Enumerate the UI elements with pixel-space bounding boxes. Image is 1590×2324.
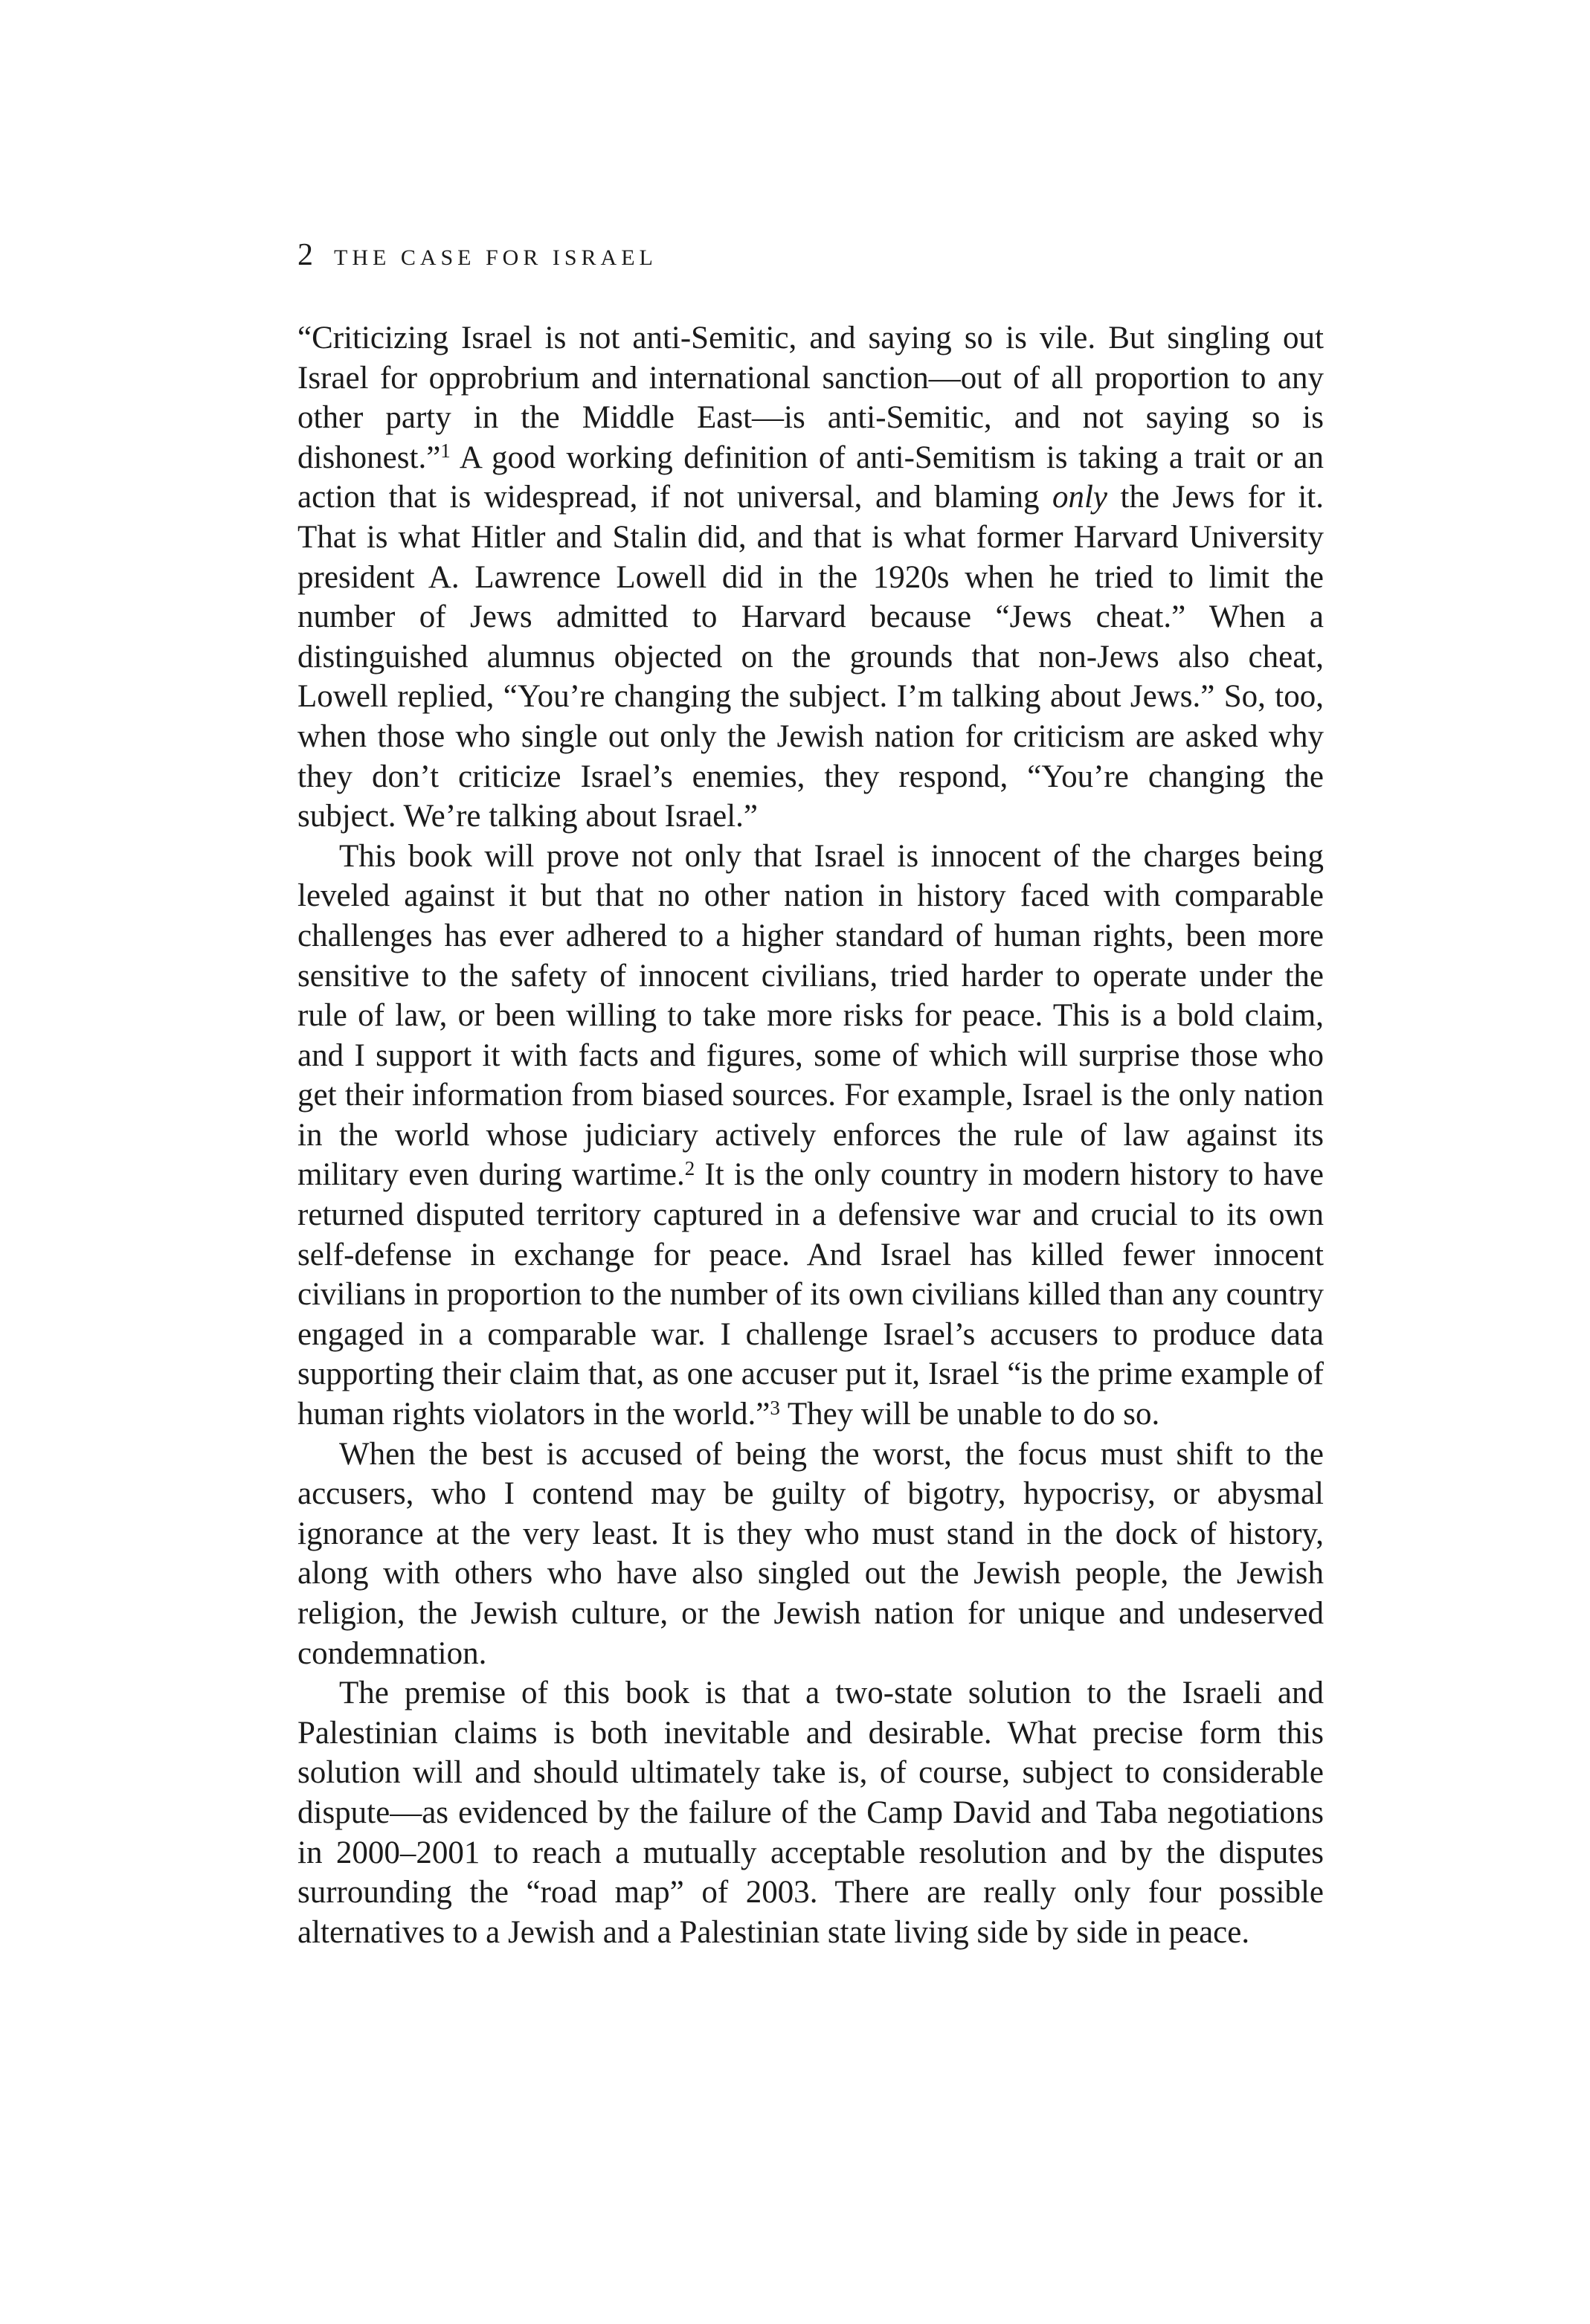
footnote-marker: 2 [684,1157,695,1180]
text-segment: It is the only country in modern history to have returned disputed territory captured in a defensive war and crucial to its own self-defense in exchange for peace. And Israel has killed fewer innocent civilians in proportion to the number of its own civilians killed than any country engaged in a comparable war. I challenge Israel’s accusers to produce data supporting their claim that, as one accuser put it, Israel “is the prime example of human rights violators in the world.” [297,1157,1325,1432]
emphasis-text: only [1052,480,1108,515]
footnote-marker: 1 [440,440,451,463]
running-head-title: THE CASE FOR ISRAEL [334,245,657,270]
body-text [297,318,1324,1952]
paragraph: When the best is accused of being the worst, the focus must shift to the accusers, who I contend may be guilty of bigotry, hypocrisy, or abysmal ignorance at the very least. It is they who must stand in the dock of history, along with others who have also singled out the Jewish people, the Jewish religion, the Jewish culture, or the Jewish nation for unique and undeserved condemnation. [297,1436,1324,1671]
footnote-marker: 3 [770,1396,780,1419]
text-segment: the Jews for it. That is what Hitler and Stalin did, and that is what former Harvard University president A. Lawrence Lowell did in the 1920s when he tried to limit the number of Jews admitted to Harvard because “Jews cheat.” When a distinguished alumnus objected on the grounds that non-Jews also cheat, Lowell replied, “You’re changing the subject. I’m talking about Jews.” So, too, when those who single out only the Jewish nation for criticism are asked why they don’t criticize Israel’s enemies, they respond, “You’re changing the subject. We’re talking about Israel.” [297,480,1324,834]
text-segment: “Criticizing Israel is not anti-Semitic, and saying so is vile. But singling out Israel for opprobrium and international sanction—out of all proportion to any other party in the Middle East—is anti-Semitic, and not saying so is dishonest.” [297,321,1324,475]
text-segment: A good working definition of anti-Semitism is taking a trait or an action that is widespread, if not universal, and blaming [297,440,1324,515]
running-head [297,236,1339,277]
text-segment: This book will prove not only that Israel is innocent of the charges being leveled against it but that no other nation in history faced with comparable challenges has ever adhered to a higher standard of human rights, been more sensitive to the safety of innocent civilians, tried harder to operate under the rule of law, or been willing to take more risks for peace. This is a bold claim, and I support it with facts and figures, some of which will surprise those who get their information from biased sources. For example, Israel is the only nation in the world whose judiciary actively enforces the rule of law against its military even during wartime. [297,838,1324,1193]
paragraph [297,837,1324,1435]
paragraph [297,318,1324,837]
paragraph: The premise of this book is that a two-state solution to the Israeli and Palestinian claims is both inevitable and desirable. What precise form this solution will and should ultimately take is, of course, subject to considerable dispute—as evidenced by the failure of the Camp David and Taba negotiations in 2000–2001 to reach a mutually acceptable resolution and by the disputes surrounding the “road map” of 2003. There are really only four possible alternatives to a Jewish and a Palestinian state living side by side in peace. [297,1676,1324,1950]
text-segment: They will be unable to do so. [779,1397,1160,1432]
page-number: 2 [297,238,313,272]
